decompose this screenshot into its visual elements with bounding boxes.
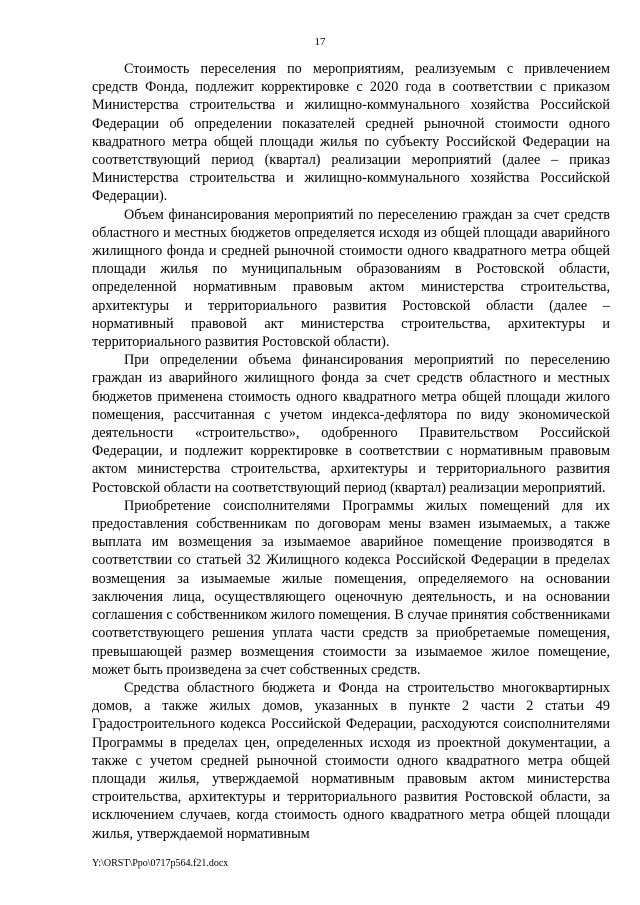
file-path-footer: Y:\ORST\Ppo\0717p564.f21.docx	[92, 858, 229, 869]
paragraph-2: Объем финансирования мероприятий по переселению граждан за счет средств областного и местных бюджетов определяется исходя из общей площади аварийного жилищного фонда и средней рыночной стоимости одного квадратного метра общей площади жилья по муниципальным образованиям в Ростовской области, определенной нормативным правовым актом министерства строительства, архитектуры и территориального развития Ростовской области (далее – нормативный правовой акт министерства строительства, архитектуры и территориального развития Ростовской области).	[92, 206, 610, 351]
document-body	[92, 60, 610, 843]
page-number: 17	[314, 36, 326, 48]
paragraph-4: Приобретение соисполнителями Программы жилых помещений для их предоставления собственникам по договорам мены взамен изымаемых, а также выплата им возмещения за изымаемое аварийное помещение производятся в соответствии со статьей 32 Жилищного кодекса Российской Федерации в пределах возмещения за изымаемые жилые помещения, определяемого на основании заключения лица, осуществляющего оценочную деятельность, и на основании соглашения с собственником жилого помещения. В случае принятия собственниками соответствующего решения уплата части средств за приобретаемые помещения, превышающей размер возмещения стоимости за изымаемое жилое помещение, может быть произведена за счет собственных средств.	[92, 497, 610, 678]
paragraph-1: Стоимость переселения по мероприятиям, реализуемым с привлечением средств Фонда, подлежит корректировке с 2020 года в соответствии с приказом Министерства строительства и жилищно-коммунального хозяйства Российской Федерации об определении показателей средней рыночной стоимости одного квадратного метра общей площади жилья по субъекту Российской Федерации на соответствующий период (квартал) реализации мероприятий (далее – приказ Министерства строительства и жилищно-коммунального хозяйства Российской Федерации).	[92, 61, 610, 205]
paragraph-5: Средства областного бюджета и Фонда на строительство многоквартирных домов, а также жилых домов, указанных в пункте 2 части 2 статьи 49 Градостроительного кодекса Российской Федерации, расходуются соисполнителями Программы в пределах цен, определенных исходя из проектной документации, а также с учетом средней рыночной стоимости одного квадратного метра общей площади жилья, утверждаемой нормативным правовым актом министерства строительства, архитектуры и территориального развития Ростовской области, за исключением случаев, когда стоимость одного квадратного метра общей площади жилья, утверждаемой нормативным	[92, 679, 610, 842]
paragraph-3: При определении объема финансирования мероприятий по переселению граждан из аварийного жилищного фонда за счет средств областного и местных бюджетов применена стоимость одного квадратного метра общей площади жилого помещения, рассчитанная с учетом индекса-дефлятора по виду экономической деятельности «строительство», одобренного Правительством Российской Федерации, и подлежит корректировке в соответствии с нормативным правовым актом министерства строительства, архитектуры и территориального развития Ростовской области на соответствующий период (квартал) реализации мероприятий.	[92, 352, 610, 496]
